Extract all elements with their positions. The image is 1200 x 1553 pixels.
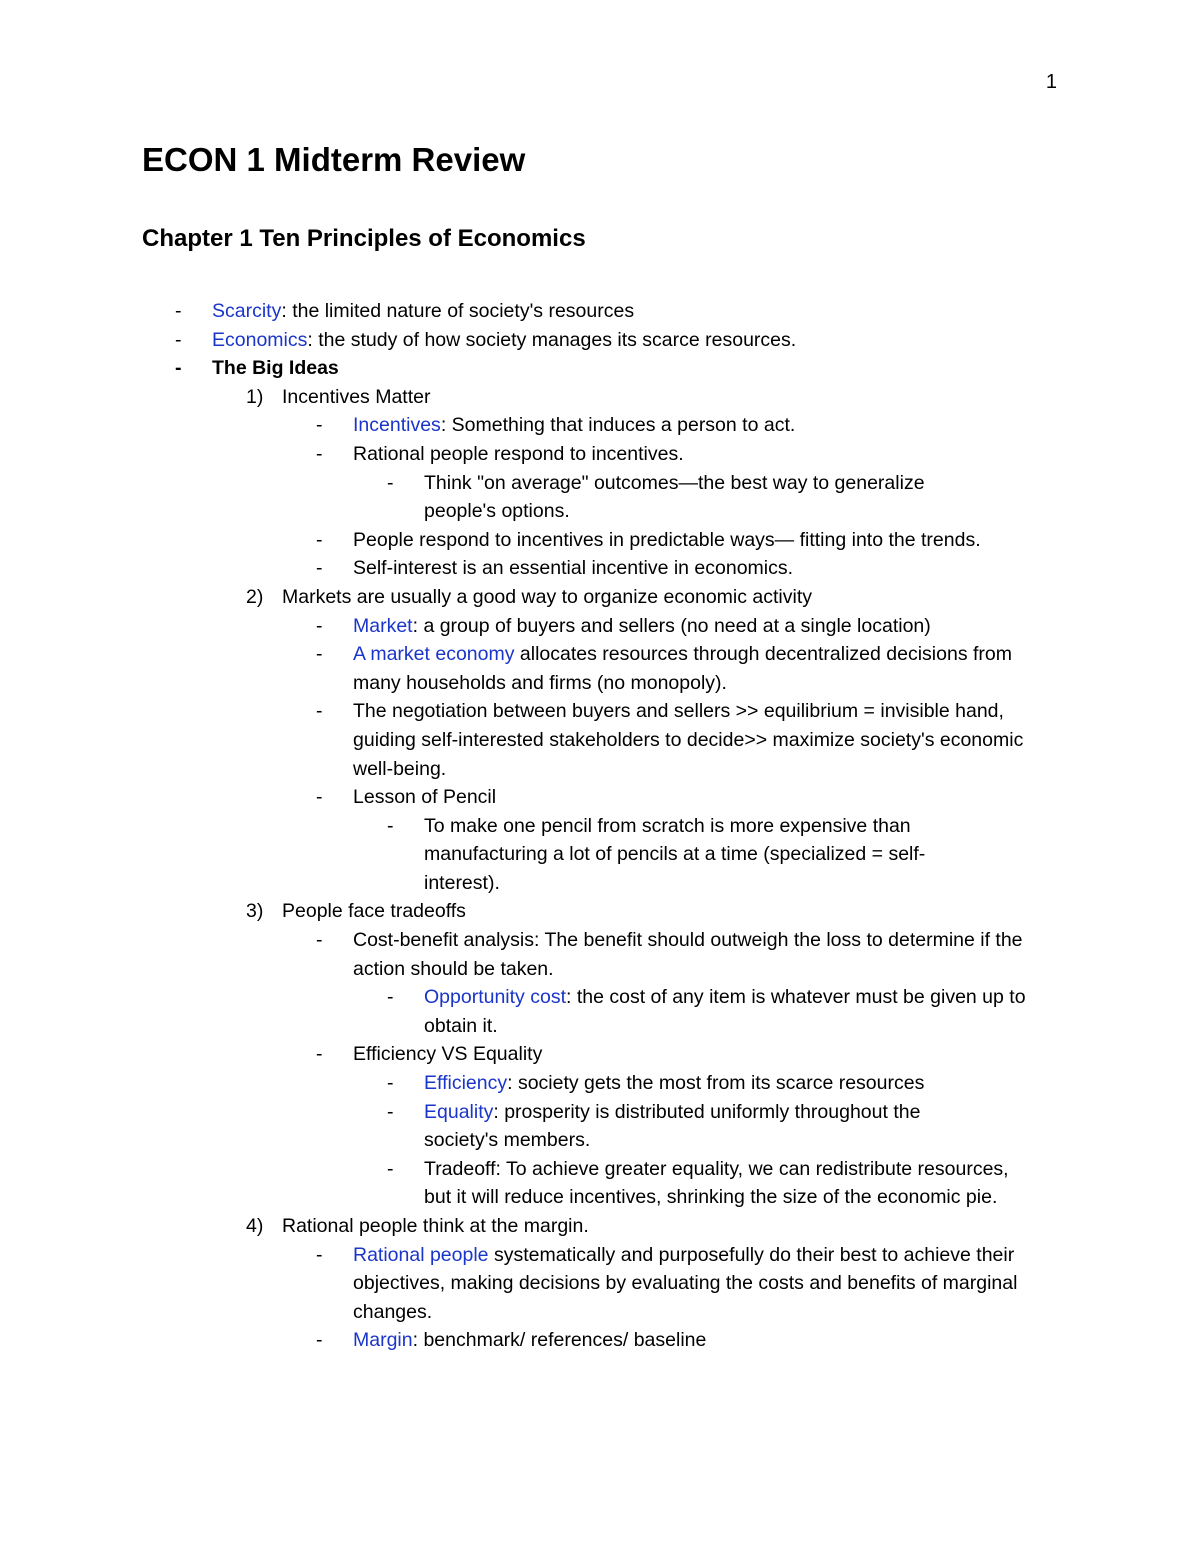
principle-title: Rational people think at the margin.: [282, 1215, 589, 1237]
term-incentives: Incentives: [353, 414, 441, 437]
outline-list: [0, 297, 1200, 1355]
bullet-dash: -: [316, 442, 323, 465]
bullet-dash: -: [316, 786, 323, 809]
list-text: To make one pencil from scratch is more expensive than manufacturing a lot of pencils at a time (specialized = self-interest).: [424, 814, 926, 894]
term-market-economy: A market economy: [353, 643, 515, 666]
bullet-dash: -: [316, 1243, 323, 1266]
definition: : the limited nature of society's resources: [281, 300, 635, 322]
list-text: Lesson of Pencil: [353, 786, 497, 809]
list-item: [0, 526, 1200, 555]
term-opportunity-cost: Opportunity cost: [424, 986, 566, 1009]
list-item: [0, 640, 1200, 697]
definition: : society gets the most from its scarce resources: [507, 1072, 925, 1095]
list-item: [0, 297, 1200, 326]
numbered-item: [0, 897, 1200, 926]
list-item: [0, 469, 1200, 526]
list-text: Think "on average" outcomes—the best way to generalize people's options.: [424, 471, 925, 523]
page-number: 1: [1045, 71, 1057, 93]
list-item: [0, 1326, 1200, 1355]
bullet-dash: -: [387, 1072, 394, 1095]
numbered-item: [0, 1212, 1200, 1241]
definition: : the study of how society manages its scarce resources.: [307, 328, 797, 351]
list-item: [0, 411, 1200, 440]
list-text: The negotiation between buyers and sellers >> equilibrium = invisible hand, guiding self-interested stakeholders to decide>> maximize society's economic well-being.: [353, 700, 1024, 780]
bullet-dash: -: [387, 1100, 394, 1123]
list-item: [0, 812, 1200, 898]
bullet-dash: -: [316, 1329, 323, 1352]
list-item: [0, 926, 1200, 983]
list-item: [0, 697, 1200, 783]
list-text: Tradeoff: To achieve greater equality, we can redistribute resources, but it will reduce incentives, shrinking the size of the economic pie.: [424, 1157, 1009, 1209]
numbered-item: [0, 583, 1200, 612]
bullet-dash: -: [387, 814, 394, 837]
list-item: [0, 326, 1200, 355]
bullet-dash: -: [316, 557, 323, 580]
term-economics: Economics: [212, 328, 308, 351]
bullet-dash: -: [316, 528, 323, 551]
definition: : benchmark/ references/ baseline: [412, 1329, 707, 1352]
list-item: [0, 783, 1200, 812]
list-item: [0, 440, 1200, 469]
bullet-dash: -: [387, 986, 394, 1009]
list-item: [0, 612, 1200, 641]
page-title: ECON 1 Midterm Review: [142, 141, 526, 178]
item-number: 1): [246, 385, 264, 408]
definition: : prosperity is distributed uniformly throughout the society's members.: [424, 1100, 921, 1152]
section-heading-big-ideas: The Big Ideas: [212, 357, 339, 380]
definition: : the cost of any item is whatever must be given up to obtain it.: [424, 986, 1026, 1037]
bullet-dash: -: [387, 471, 394, 494]
item-number: 3): [246, 900, 264, 923]
item-number: 4): [246, 1215, 264, 1237]
list-item: [0, 1069, 1200, 1098]
definition: systematically and purposefully do their best to achieve their objectives, making decisions by evaluating the costs and benefits of marginal changes.: [353, 1243, 1018, 1323]
term-rational-people: Rational people: [353, 1243, 489, 1266]
list-text: Efficiency VS Equality: [353, 1043, 543, 1066]
bullet-dash: -: [316, 414, 323, 437]
bullet-dash: -: [175, 300, 182, 322]
bullet-dash: -: [316, 929, 323, 952]
bullet-dash: -: [316, 643, 323, 666]
bullet-dash: -: [175, 328, 182, 351]
principle-title: Incentives Matter: [282, 385, 431, 408]
list-item: [0, 554, 1200, 583]
list-item: [0, 1155, 1200, 1212]
principle-title: People face tradeoffs: [282, 900, 466, 923]
bullet-dash: -: [316, 1043, 323, 1066]
list-item: [0, 983, 1200, 1040]
chapter-heading: Chapter 1 Ten Principles of Economics: [142, 225, 586, 252]
definition: : Something that induces a person to act.: [440, 414, 796, 437]
bullet-dash: -: [175, 357, 182, 380]
term-equality: Equality: [424, 1100, 494, 1123]
definition: allocates resources through decentralized decisions from many households and firms (no monopoly).: [353, 643, 1012, 694]
list-text: Rational people respond to incentives.: [353, 442, 684, 465]
list-item: [0, 1241, 1200, 1327]
numbered-item: [0, 383, 1200, 412]
term-efficiency: Efficiency: [424, 1072, 508, 1095]
bullet-dash: -: [387, 1157, 394, 1180]
list-item: [0, 354, 1200, 383]
term-scarcity: Scarcity: [212, 300, 282, 322]
list-item: [0, 1098, 1200, 1155]
list-text: People respond to incentives in predictable ways— fitting into the trends.: [353, 528, 981, 551]
item-number: 2): [246, 585, 264, 608]
principle-title: Markets are usually a good way to organize economic activity: [282, 585, 813, 608]
term-market: Market: [353, 614, 413, 637]
term-margin: Margin: [353, 1329, 413, 1352]
definition: : a group of buyers and sellers (no need at a single location): [412, 614, 931, 637]
list-text: Cost-benefit analysis: The benefit should outweigh the loss to determine if the action should be taken.: [353, 929, 1023, 980]
bullet-dash: -: [316, 614, 323, 637]
list-item: [0, 1040, 1200, 1069]
list-text: Self-interest is an essential incentive in economics.: [353, 557, 794, 580]
bullet-dash: -: [316, 700, 323, 723]
